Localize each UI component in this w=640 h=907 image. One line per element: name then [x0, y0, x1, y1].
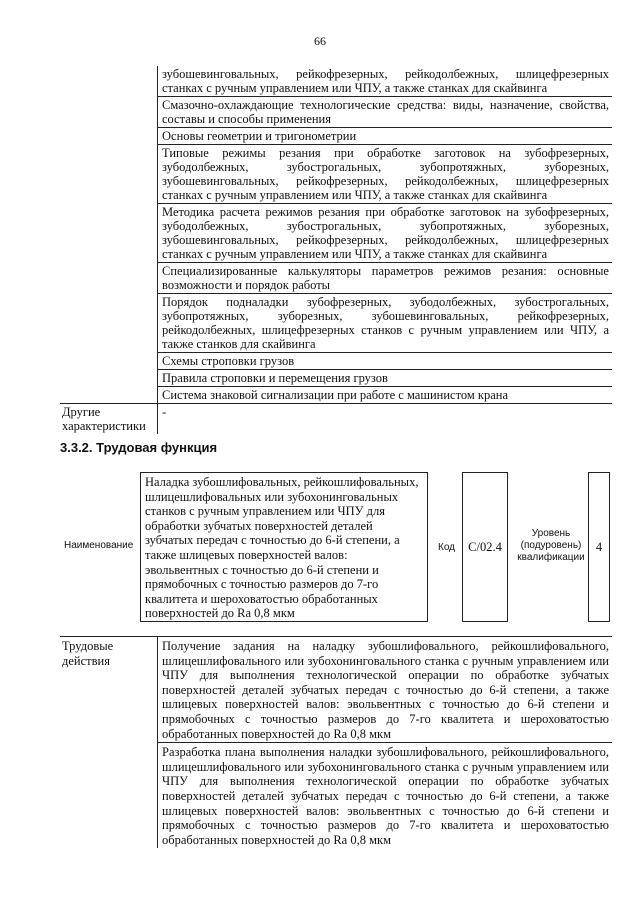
- labour-actions-table: [60, 636, 612, 848]
- table-row: [60, 204, 612, 263]
- row-label: [60, 370, 158, 387]
- row-label: [60, 128, 158, 145]
- table-cell: Смазочно-охлаждающие технологические средства: виды, назначение, свойства, составы и способы применения: [158, 97, 613, 128]
- row-label: [60, 294, 158, 353]
- row-label: [60, 66, 158, 97]
- other-characteristics-label: Другие характеристики: [60, 404, 158, 435]
- name-label: Наименование: [64, 540, 134, 551]
- other-characteristics-value: -: [158, 404, 613, 435]
- table-row: [60, 353, 612, 370]
- row-label: [60, 353, 158, 370]
- table-cell: Порядок подналадки зубофрезерных, зубодолбежных, зубострогальных, зубопротяжных, зуборезных, зубошевинговальных, рейкофрезерных, рейкодолбежных, шлицефрезерных станков с ручным управлением или ЧПУ, а также станков для скайвинга: [158, 294, 613, 353]
- table-cell: Основы геометрии и тригонометрии: [158, 128, 613, 145]
- table-row: [60, 97, 612, 128]
- table-cell: Разработка плана выполнения наладки зубошлифовального, рейкошлифовального, шлицешлифовального или зубохонинговального станка с ручным управлением или ЧПУ для выполнения технологической операции по обработке зубчатых поверхностей деталей зубчатых передач с точностью до 6-й степени, а также шлицевых поверхностей валов: эвольвентных с точностью до 6-й степени и прямобочных с точностью размеров до 7-го квалитета и шероховатостью обработанных поверхностей до Ra 0,8 мкм: [162, 745, 609, 847]
- row-label: [60, 387, 158, 404]
- page-number: 66: [314, 34, 326, 48]
- row-label: [60, 263, 158, 294]
- table-row: [60, 387, 612, 404]
- table-cell: Специализированные калькуляторы параметров режимов резания: основные возможности и порядок работы: [158, 263, 613, 294]
- row-label: [60, 97, 158, 128]
- table-row: [60, 145, 612, 204]
- knowledge-continuation-table: [60, 66, 612, 434]
- section-title: 3.3.2. Трудовая функция: [60, 440, 218, 455]
- table-row: [60, 66, 612, 97]
- table-row: [60, 637, 612, 743]
- table-cell: Система знаковой сигнализации при работе с машинистом крана: [162, 388, 509, 402]
- function-header: [60, 470, 612, 626]
- table-cell: Правила строповки и перемещения грузов: [158, 370, 613, 387]
- row-label: [60, 204, 158, 263]
- table-row: [60, 294, 612, 353]
- table-cell: Получение задания на наладку зубошлифовального, рейкошлифовального, шлицешлифовального или зубохонинговального станка с ручным управлением или ЧПУ для выполнения технологической операции по обработке зубчатых поверхностей деталей зубчатых передач с точностью до 6-й степени, а также шлицевых поверхностей валов: эвольвентных с точностью до 6-й степени и прямобочных с точностью размеров до 7-го квалитета и шероховатостью обработанных поверхностей до Ra 0,8 мкм: [158, 637, 613, 743]
- table-row: [60, 128, 612, 145]
- code-label: Код: [438, 542, 456, 553]
- labour-actions-label: Трудовые действия: [60, 637, 158, 849]
- function-name: Наладка зубошлифовальных, рейкошлифовальных, шлицешлифовальных или зубохонинговальных станков с ручным управлением или ЧПУ для обработки зубчатых поверхностей деталей зубчатых передач с точностью до 6-й степени, а также шлицевых поверхностей валов: эвольвентных с точностью до 6-й степени и прямобочных с точностью размеров до 7-го квалитета и шероховатостью обработанных поверхностей до Ra 0,8 мкм: [140, 472, 428, 622]
- other-characteristics-row: [60, 404, 612, 435]
- row-label: [60, 145, 158, 204]
- table-cell: Типовые режимы резания при обработке заготовок на зубофрезерных, зубодолбежных, зубострогальных, зубопротяжных, зуборезных, зубошевинговальных, рейкофрезерных, рейкодолбежных, шлицефрезерных станках с ручным управлением или ЧПУ, а также станках для скайвинга: [158, 145, 613, 204]
- code-value: С/02.4: [462, 472, 508, 622]
- table-row: [60, 263, 612, 294]
- table-cell: Схемы строповки грузов: [158, 353, 613, 370]
- table-cell: Методика расчета режимов резания при обработке заготовок на зубофрезерных, зубодолбежных, зубострогальных, зубопротяжных, зуборезных, зубошевинговальных, рейкофрезерных, рейкодолбежных, шлицефрезерных станках с ручным управлением или ЧПУ, а также станках для скайвинга: [158, 204, 613, 263]
- level-label: Уровень (подуровень) квалификации: [517, 528, 585, 563]
- level-value: 4: [588, 472, 610, 622]
- table-row: [60, 370, 612, 387]
- table-cell: зубошевинговальных, рейкофрезерных, рейкодолбежных, шлицефрезерных станках с ручным управлением или ЧПУ, а также станках для скайвинга: [158, 66, 613, 97]
